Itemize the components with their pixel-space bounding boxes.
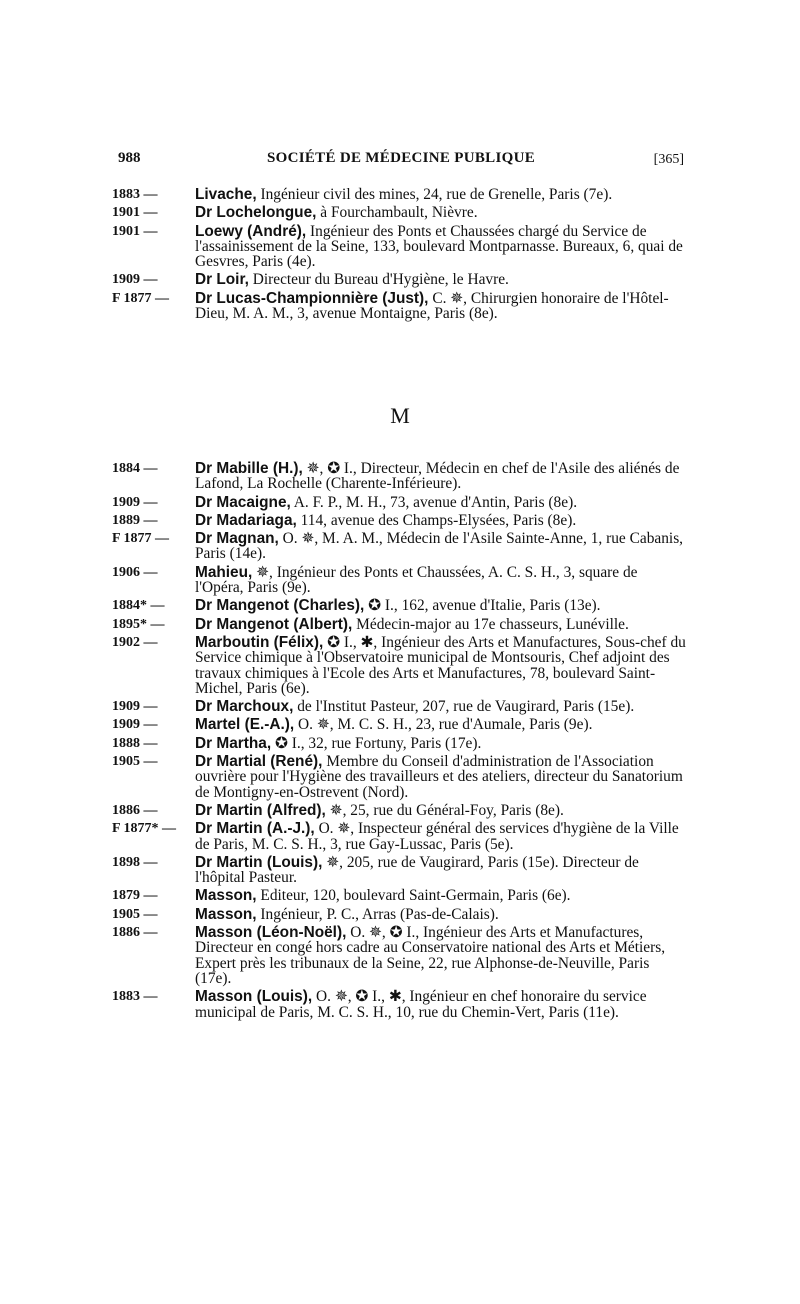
list-item: [0, 565, 686, 596]
entry-details: ✵, 205, rue de Vaugirard, Paris (15e). Directeur de l'hôpital Pasteur.: [195, 853, 639, 887]
entry-name: Dr Lucas-Championnière (Just),: [195, 289, 429, 307]
entry-details: Membre du Conseil d'administration de l'Association ouvrière pour l'Hygiène des travailleurs et des ateliers, directeur du Sanatorium de Montigny-en-Ostrevent (Nord).: [195, 753, 683, 801]
entry-name: Dr Magnan,: [195, 530, 279, 548]
entry-details: A. F. P., M. H., 73, avenue d'Antin, Paris (8e).: [290, 493, 578, 511]
entry-year: 1902 —: [112, 634, 158, 650]
entry-name: Dr Madariaga,: [195, 511, 297, 529]
entries-l-section: [0, 187, 800, 324]
entry-year: 1883 —: [112, 989, 158, 1005]
entry-details: Editeur, 120, boulevard Saint-Germain, Paris (6e).: [256, 887, 571, 905]
entry-year: 1888 —: [112, 735, 158, 751]
list-item: [0, 461, 686, 492]
entry-details: O. ✵, M. A. M., Médecin de l'Asile Sainte-Anne, 1, rue Cabanis, Paris (14e).: [195, 530, 684, 563]
entry-name: Loewy (André),: [195, 222, 307, 240]
entry-name: Dr Martin (Alfred),: [195, 801, 326, 819]
page-number: 988: [118, 150, 141, 166]
entry-name: Masson (Léon-Noël),: [195, 924, 347, 942]
entry-name: Dr Lochelongue,: [195, 204, 317, 222]
entry-year: 1909 —: [112, 717, 158, 733]
entry-year: 1909 —: [112, 699, 158, 715]
entry-details: Médecin-major au 17e chasseurs, Lunéville.: [352, 615, 629, 633]
page-header: [118, 150, 684, 174]
list-item: [0, 803, 686, 818]
entry-year: 1906 —: [112, 564, 158, 580]
entry-details: C. ✵, Chirurgien honoraire de l'Hôtel-Dieu, M. A. M., 3, avenue Montaigne, Paris (8e).: [195, 289, 669, 323]
entry-details: à Fourchambault, Nièvre.: [316, 204, 478, 222]
entry-year: 1901 —: [112, 205, 158, 221]
entries-m-section: [0, 461, 800, 1023]
entry-year: 1884 —: [112, 461, 158, 476]
entry-name: Dr Martin (A.-J.),: [195, 820, 315, 838]
list-item: [0, 495, 686, 510]
list-item: [0, 855, 686, 886]
list-item: [0, 598, 686, 613]
entry-name: Dr Martin (Louis),: [195, 853, 323, 871]
entry-details: O. ✵, Inspecteur général des services d'hygiène de la Ville de Paris, M. C. S. H., 3, rue Gay-Lussac, Paris (5e).: [195, 820, 679, 853]
entry-name: Dr Marchoux,: [195, 698, 294, 716]
list-item: [0, 291, 686, 322]
entry-year: 1905 —: [112, 754, 158, 770]
list-item: [0, 205, 686, 220]
entry-name: Dr Martial (René),: [195, 753, 323, 771]
entry-details: ✵, ✪ I., Directeur, Médecin en chef de l'Asile des aliénés de Lafond, La Rochelle (Charente-Inférieure).: [195, 460, 680, 493]
list-item: [0, 717, 686, 732]
entry-year: 1898 —: [112, 854, 158, 870]
entry-name: Dr Macaigne,: [195, 493, 291, 511]
entry-details: de l'Institut Pasteur, 207, rue de Vaugirard, Paris (15e).: [293, 698, 635, 716]
entry-details: Ingénieur des Ponts et Chaussées chargé du Service de l'assainissement de la Seine, 133, boulevard Montparnasse. Bureaux, 6, quai de Gesvres, Paris (4e).: [195, 222, 683, 271]
list-item: [0, 699, 686, 714]
entry-name: Dr Mangenot (Charles),: [195, 597, 365, 615]
list-item: [0, 888, 686, 903]
entry-details: ✪ I., ✱, Ingénieur des Arts et Manufactures, Sous-chef du Service chimique à l'Observatoire municipal de Montsouris, Chef adjoint des travaux chimiques à l'Ecole des Arts et Manufactures, 78, boulevard Saint-Michel, Paris (6e).: [195, 633, 686, 697]
entry-details: O. ✵, ✪ I., ✱, Ingénieur en chef honoraire du service municipal de Paris, M. C. S. H., 10, rue du Chemin-Vert, Paris (11e).: [195, 988, 647, 1021]
list-item: [0, 907, 686, 922]
entry-details: O. ✵, ✪ I., Ingénieur des Arts et Manufactures, Directeur en congé hors cadre au Conservatoire national des Arts et Métiers, Expert près les tribunaux de la Seine, 22, rue Alphonse-de-Neuville, Paris (17e).: [195, 924, 666, 987]
list-item: [0, 531, 686, 562]
list-item: [0, 821, 686, 852]
entry-year: 1879 —: [112, 888, 158, 904]
list-item: [0, 272, 686, 287]
section-letter: M: [390, 403, 410, 428]
entry-name: Dr Mangenot (Albert),: [195, 615, 353, 633]
bracket-number: [365]: [653, 152, 684, 167]
entry-year: 1895* —: [112, 616, 165, 632]
entry-name: Livache,: [195, 186, 257, 203]
list-item: [0, 925, 686, 986]
entry-details: Ingénieur civil des mines, 24, rue de Grenelle, Paris (7e).: [256, 186, 613, 203]
entry-details: 114, avenue des Champs-Elysées, Paris (8e).: [296, 511, 577, 529]
list-item: [0, 617, 686, 632]
entry-year: F 1877* —: [112, 821, 177, 837]
entry-year: 1889 —: [112, 512, 158, 528]
entry-details: O. ✵, M. C. S. H., 23, rue d'Aumale, Paris (9e).: [294, 716, 593, 734]
entry-year: F 1877 —: [112, 290, 170, 306]
list-item: [0, 989, 686, 1020]
entry-details: Ingénieur, P. C., Arras (Pas-de-Calais).: [256, 905, 499, 923]
list-item: [0, 754, 686, 800]
entry-year: 1901 —: [112, 223, 158, 239]
entry-details: ✪ I., 162, avenue d'Italie, Paris (13e).: [364, 597, 601, 615]
entry-year: 1883 —: [112, 187, 158, 202]
entry-name: Masson (Louis),: [195, 988, 313, 1006]
entry-name: Masson,: [195, 905, 257, 923]
entry-year: 1909 —: [112, 494, 158, 510]
entry-name: Masson,: [195, 887, 257, 905]
entry-year: 1884* —: [112, 598, 165, 614]
entry-details: ✪ I., 32, rue Fortuny, Paris (17e).: [271, 734, 482, 752]
entry-year: F 1877 —: [112, 531, 170, 547]
entry-name: Martel (E.-A.),: [195, 716, 295, 734]
entry-name: Marboutin (Félix),: [195, 633, 324, 651]
entry-year: 1886 —: [112, 802, 158, 818]
list-item: [0, 513, 686, 528]
entry-year: 1905 —: [112, 906, 158, 922]
list-item: [0, 635, 686, 696]
entry-details: Directeur du Bureau d'Hygiène, le Havre.: [248, 271, 509, 289]
list-item: [0, 736, 686, 751]
entry-details: ✵, Ingénieur des Ponts et Chaussées, A. C. S. H., 3, square de l'Opéra, Paris (9e).: [195, 563, 638, 597]
page-title: SOCIÉTÉ DE MÉDECINE PUBLIQUE: [266, 150, 536, 166]
entry-year: 1909 —: [112, 272, 158, 288]
entry-name: Mahieu,: [195, 563, 253, 581]
entry-details: ✵, 25, rue du Général-Foy, Paris (8e).: [325, 801, 564, 819]
entry-name: Dr Mabille (H.),: [195, 460, 303, 477]
list-item: [0, 187, 686, 202]
entry-name: Dr Martha,: [195, 734, 272, 752]
entry-year: 1886 —: [112, 925, 158, 941]
entry-name: Dr Loir,: [195, 271, 249, 289]
list-item: [0, 224, 686, 270]
